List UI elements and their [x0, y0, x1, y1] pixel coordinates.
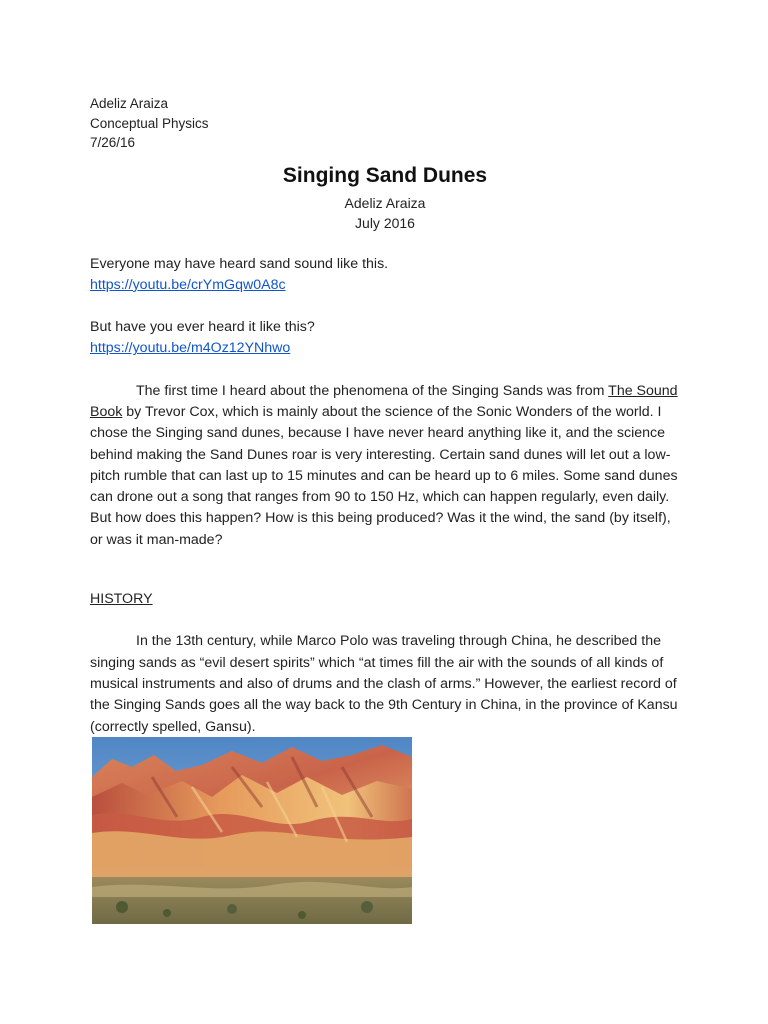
- header-course: Conceptual Physics: [90, 115, 209, 131]
- book-title: The Sound Book: [90, 382, 678, 420]
- landscape-photo: [92, 737, 412, 924]
- spacer: [90, 233, 680, 254]
- history-heading: HISTORY: [90, 591, 153, 608]
- intro-line-1: Everyone may have heard sand sound like this.: [90, 255, 389, 272]
- document-title: Singing Sand Dunes: [282, 163, 488, 187]
- body-paragraph-1: [90, 381, 680, 551]
- video-link-2[interactable]: https://youtu.be/m4Oz12YNhwo: [90, 340, 291, 357]
- header-date: 7/26/16: [90, 135, 136, 150]
- byline-author: Adeliz Araiza: [344, 194, 426, 211]
- history-paragraph: In the 13th century, while Marco Polo was traveling through China, he described the singing sands as “evil desert spirits” which “at times fill the air with the sounds of all kinds of musical instruments and also of drums and the clash of arms.” However, the earliest record of the Singing Sands goes all the way back to the 9th Century in China, in the province of Kansu (correctly spelled, Gansu).: [90, 633, 678, 735]
- spacer: [90, 551, 680, 589]
- para1-after: by Trevor Cox, which is mainly about the science of the Sonic Wonders of the world. I chose the Singing sand dunes, because I have never heard anything like it, and the science behind making the Sand Dunes roar is very interesting. Certain sand dunes will let out a low-pitch rumble that can last up to 15 minutes and can be heard up to 6 miles. Some sand dunes can drone out a song that ranges from 90 to 150 Hz, which can happen regularly, even daily. But how does this happen? How is this being produced? Was it the wind, the sand (by itself), or was it man-made?: [90, 403, 678, 548]
- document-page: [90, 94, 680, 738]
- spacer: [90, 296, 680, 317]
- header-author: Adeliz Araiza: [90, 96, 169, 111]
- byline-date: July 2016: [355, 214, 415, 231]
- spacer: [90, 610, 680, 631]
- para1-before: The first time I heard about the phenomena of the Singing Sands was from: [136, 382, 609, 399]
- video-link-1[interactable]: https://youtu.be/crYmGqw0A8c: [90, 276, 286, 293]
- intro-line-2: But have you ever heard it like this?: [90, 319, 315, 336]
- spacer: [90, 360, 680, 381]
